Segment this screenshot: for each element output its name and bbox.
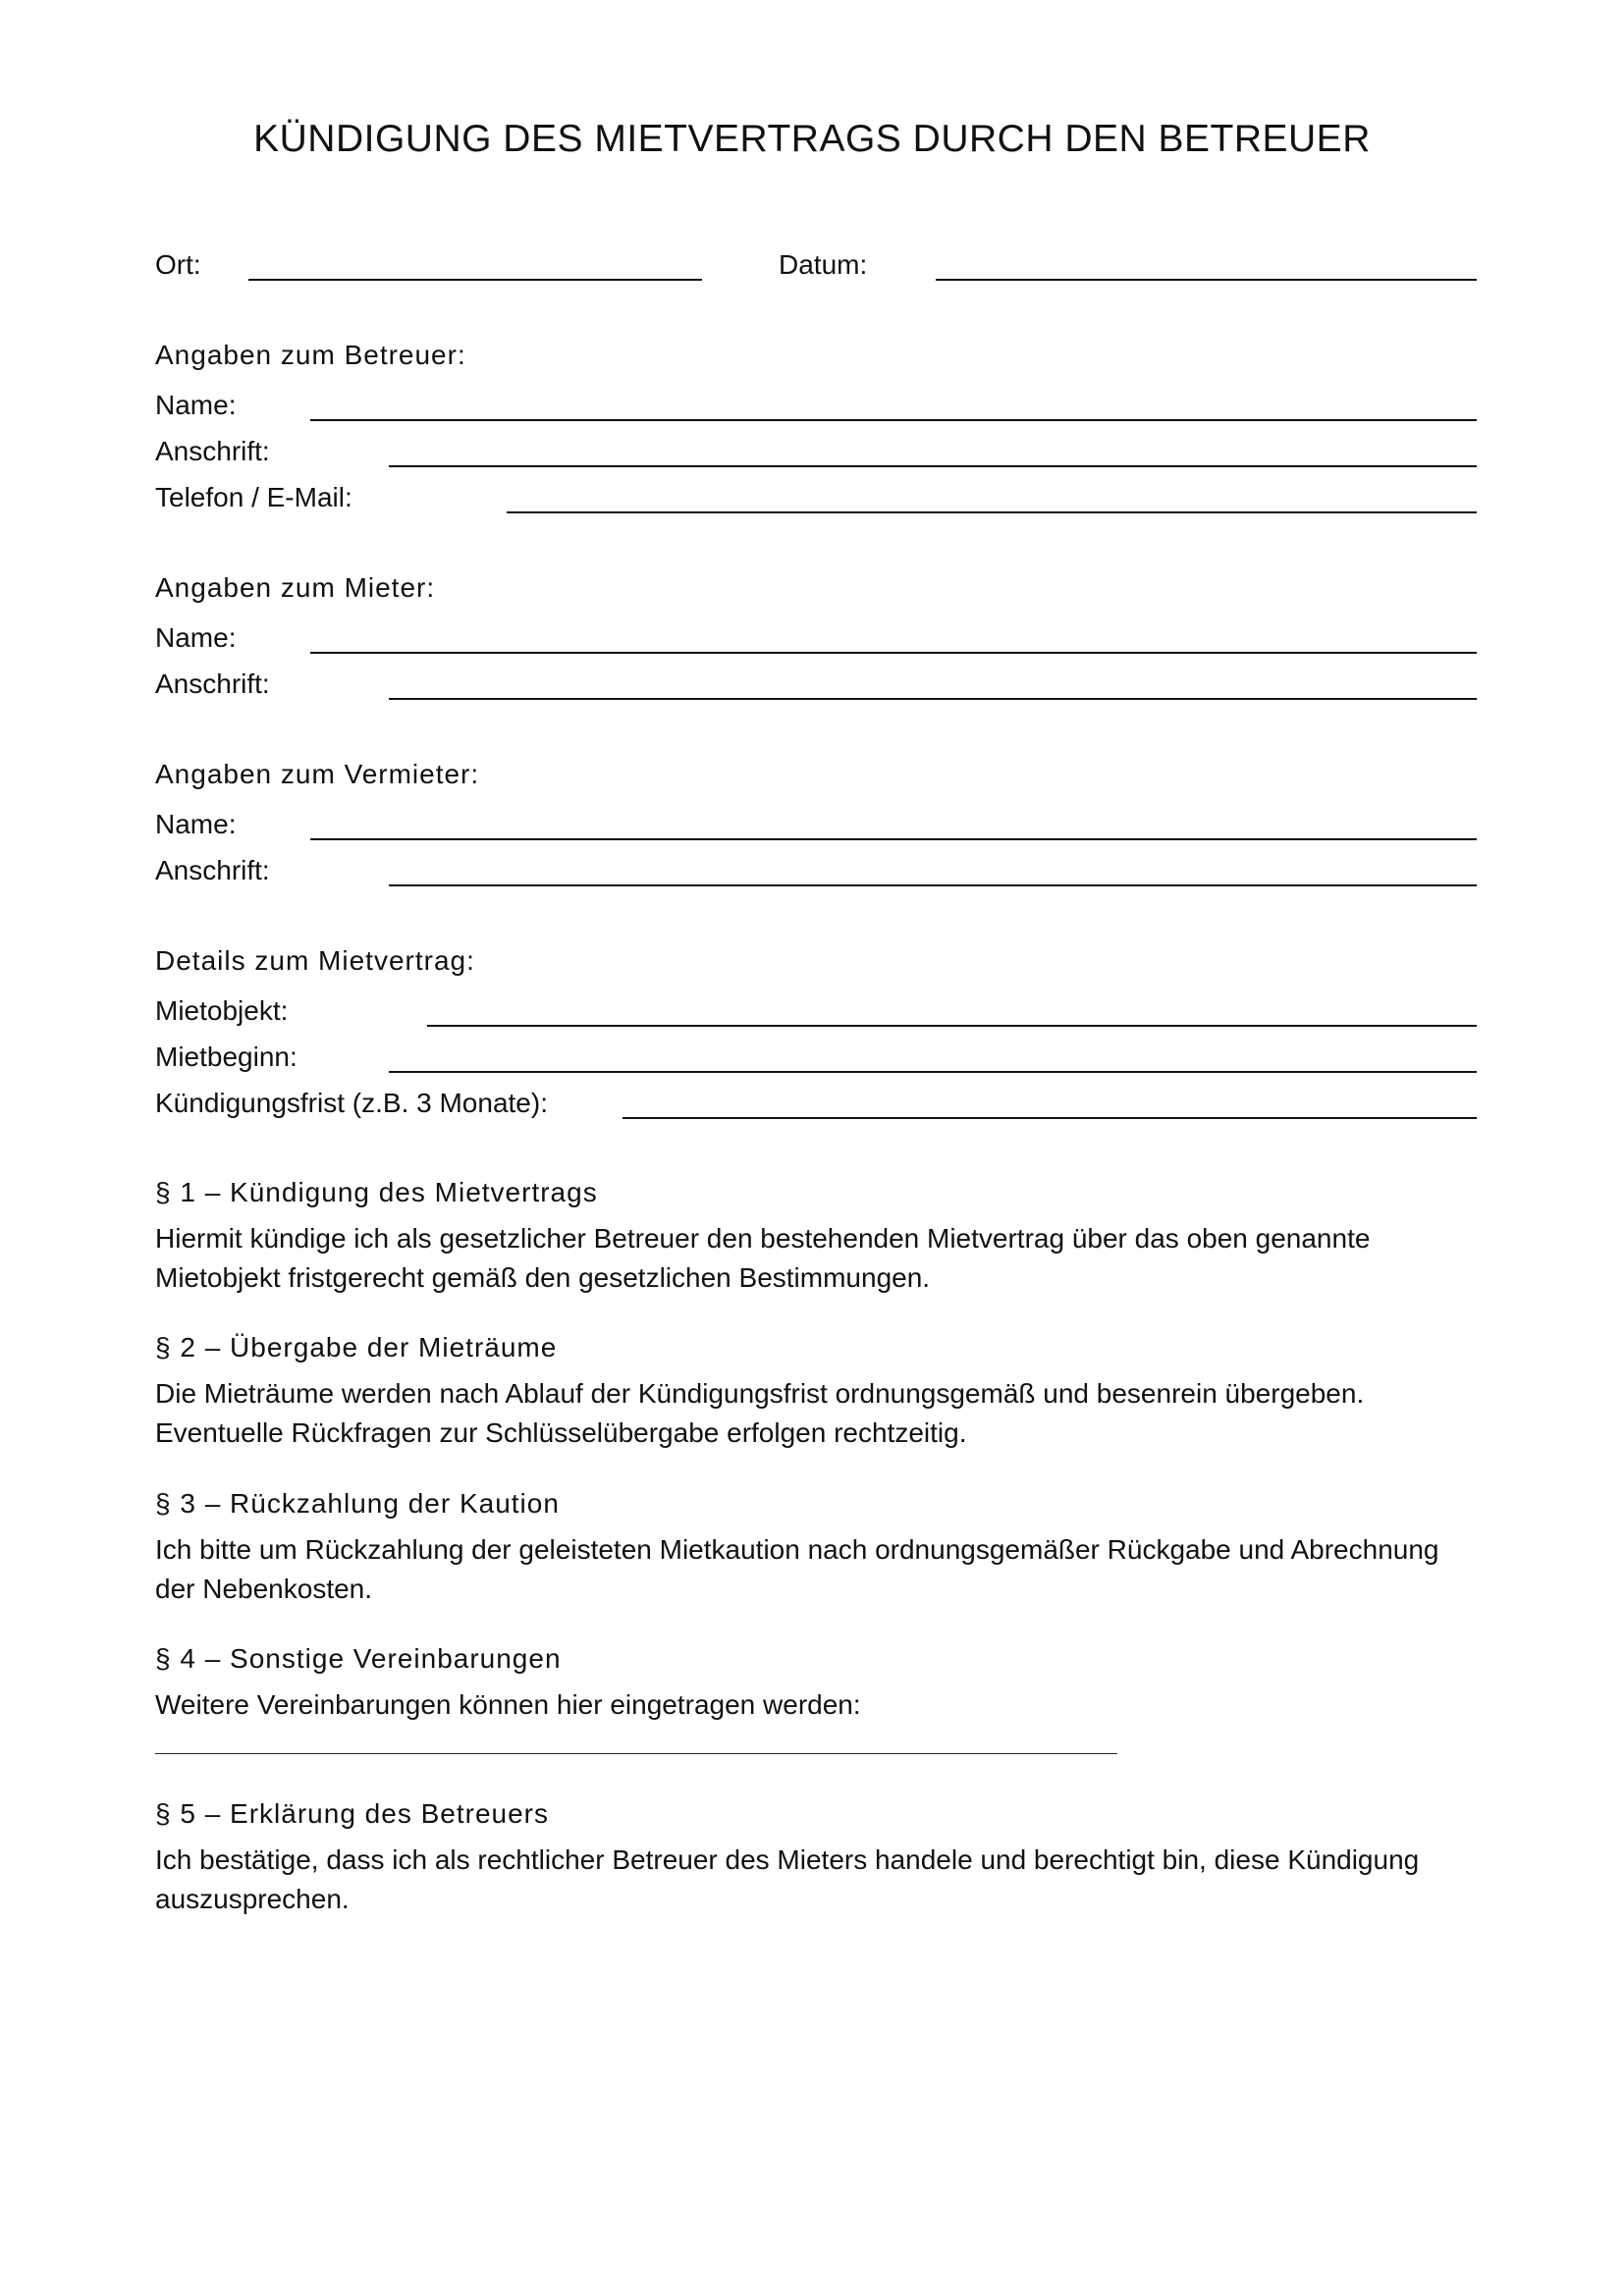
paragraph-2-heading: § 2 – Übergabe der Mieträume bbox=[155, 1332, 558, 1362]
paragraph-5-body bbox=[155, 1841, 1490, 1919]
paragraph-2-line-2: Eventuelle Rückfragen zur Schlüsselübergabe erfolgen rechtzeitig. bbox=[155, 1417, 967, 1448]
document-title: KÜNDIGUNG DES MIETVERTRAGS DURCH DEN BETREUER bbox=[253, 118, 1371, 160]
vermieter-anschrift-row bbox=[155, 847, 1477, 886]
kuendigungsfrist-row bbox=[155, 1080, 1477, 1119]
mietbeginn-row bbox=[155, 1034, 1477, 1073]
paragraph-4-line-1: Weitere Vereinbarungen können hier eingetragen werden: bbox=[155, 1689, 861, 1720]
betreuer-anschrift-field[interactable] bbox=[389, 465, 1477, 467]
mietobjekt-field[interactable] bbox=[427, 1025, 1477, 1027]
mieter-anschrift-row bbox=[155, 661, 1477, 700]
kuendigungsfrist-field[interactable] bbox=[623, 1117, 1477, 1119]
betreuer-name-field[interactable] bbox=[310, 419, 1477, 421]
betreuer-name-row bbox=[155, 382, 1477, 421]
betreuer-heading: Angaben zum Betreuer: bbox=[155, 340, 466, 370]
paragraph-5-line-1: Ich bestätige, dass ich als rechtlicher Betreuer des Mieters handele und berechtigt bin, diese Kündigung bbox=[155, 1844, 1420, 1875]
paragraph-3-line-2: der Nebenkosten. bbox=[155, 1574, 373, 1604]
kuendigungsfrist-label: Kündigungsfrist (z.B. 3 Monate): bbox=[155, 1088, 548, 1118]
mieter-name-label: Name: bbox=[155, 622, 237, 653]
vermieter-name-label: Name: bbox=[155, 809, 237, 839]
paragraph-3-heading: § 3 – Rückzahlung der Kaution bbox=[155, 1488, 560, 1519]
mieter-heading: Angaben zum Mieter: bbox=[155, 572, 436, 603]
betreuer-kontakt-field[interactable] bbox=[507, 511, 1477, 513]
mieter-anschrift-field[interactable] bbox=[389, 698, 1477, 700]
betreuer-anschrift-row bbox=[155, 428, 1477, 467]
mieter-name-row bbox=[155, 614, 1477, 654]
paragraph-2-line-1: Die Mieträume werden nach Ablauf der Kündigungsfrist ordnungsgemäß und besenrein übergeben. bbox=[155, 1378, 1365, 1409]
paragraph-5-heading: § 5 – Erklärung des Betreuers bbox=[155, 1798, 549, 1829]
paragraph-1-body bbox=[155, 1219, 1490, 1298]
paragraph-4-body bbox=[155, 1685, 1490, 1725]
mietbeginn-label: Mietbeginn: bbox=[155, 1041, 298, 1072]
mieter-anschrift-label: Anschrift: bbox=[155, 668, 270, 699]
datum-field[interactable] bbox=[936, 279, 1477, 281]
betreuer-anschrift-label: Anschrift: bbox=[155, 436, 270, 466]
paragraph-1-heading: § 1 – Kündigung des Mietvertrags bbox=[155, 1177, 598, 1207]
paragraph-1-line-1: Hiermit kündige ich als gesetzlicher Betreuer den bestehenden Mietvertrag über das oben genannte bbox=[155, 1223, 1371, 1254]
vermieter-anschrift-field[interactable] bbox=[389, 884, 1477, 886]
ort-field[interactable] bbox=[248, 279, 702, 281]
paragraph-3-body bbox=[155, 1530, 1490, 1609]
ort-label: Ort: bbox=[155, 249, 201, 280]
ort-datum-row bbox=[155, 241, 1477, 281]
mietvertrag-heading: Details zum Mietvertrag: bbox=[155, 945, 475, 976]
mietbeginn-field[interactable] bbox=[389, 1071, 1477, 1073]
mietobjekt-row bbox=[155, 988, 1477, 1027]
vermieter-name-field[interactable] bbox=[310, 838, 1477, 840]
betreuer-kontakt-row bbox=[155, 474, 1477, 513]
betreuer-kontakt-label: Telefon / E-Mail: bbox=[155, 482, 352, 512]
mieter-name-field[interactable] bbox=[310, 652, 1477, 654]
mietobjekt-label: Mietobjekt: bbox=[155, 995, 289, 1026]
vermieter-anschrift-label: Anschrift: bbox=[155, 855, 270, 885]
vermieter-name-row bbox=[155, 801, 1477, 840]
sonstige-vereinbarungen-field[interactable] bbox=[155, 1753, 1117, 1754]
paragraph-4-heading: § 4 – Sonstige Vereinbarungen bbox=[155, 1643, 562, 1674]
datum-label: Datum: bbox=[779, 249, 868, 280]
paragraph-3-line-1: Ich bitte um Rückzahlung der geleisteten Mietkaution nach ordnungsgemäßer Rückgabe und Abrechnung bbox=[155, 1534, 1439, 1565]
paragraph-1-line-2: Mietobjekt fristgerecht gemäß den gesetzlichen Bestimmungen. bbox=[155, 1262, 931, 1293]
vermieter-heading: Angaben zum Vermieter: bbox=[155, 759, 480, 789]
betreuer-name-label: Name: bbox=[155, 390, 237, 420]
paragraph-5-line-2: auszusprechen. bbox=[155, 1884, 350, 1914]
paragraph-2-body bbox=[155, 1374, 1490, 1453]
